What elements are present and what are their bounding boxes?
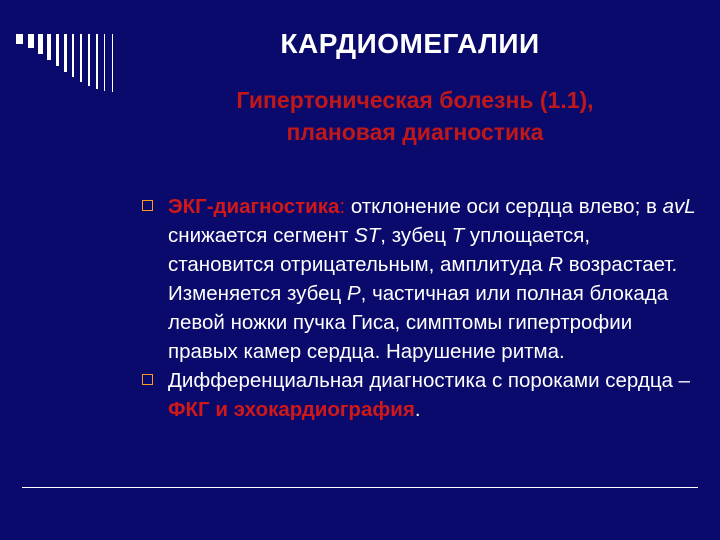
- deco-bar: [16, 34, 23, 44]
- slide-subtitle: [170, 84, 660, 148]
- deco-bar: [104, 34, 105, 91]
- pcg-echo-term: ФКГ и эхокардиография: [168, 398, 415, 421]
- subtitle-line-2: плановая диагностика: [286, 119, 544, 145]
- bullet-differential-diagnostics: [140, 366, 700, 424]
- slide-title: КАРДИОМЕГАЛИИ: [280, 28, 540, 59]
- bullet-text: , частичная или полная блокада левой ножки пучка Гиса, симптомы гипертрофии правых камер сердца. Нарушение ритма.: [168, 282, 669, 363]
- deco-bar: [96, 34, 98, 89]
- bullet-text: , зубец: [380, 224, 452, 247]
- deco-bar: [112, 34, 113, 92]
- wave-r: R: [548, 253, 564, 276]
- bullet-text: отклонение оси сердца влево; в: [345, 195, 663, 218]
- bullet-text: возрастает. Изменяется зубец: [168, 253, 678, 305]
- deco-bar: [47, 34, 51, 60]
- bullet-text: уплощается, становится отрицательным, амплитуда: [168, 224, 591, 276]
- square-bullet-icon: [142, 200, 153, 211]
- deco-bar: [38, 34, 43, 54]
- segment-st: ST: [354, 224, 381, 247]
- footer-divider: [22, 487, 698, 488]
- deco-bar: [80, 34, 82, 82]
- wave-p: P: [346, 282, 361, 305]
- square-bullet-icon: [142, 374, 153, 385]
- bullet-ecg-diagnostics: [140, 192, 700, 366]
- ecg-diagnostics-term: ЭКГ-диагностика: [168, 195, 340, 218]
- subtitle-line-1: Гипертоническая болезнь (1.1),: [236, 87, 594, 113]
- slide-body: [140, 192, 700, 424]
- deco-bar: [88, 34, 90, 86]
- wave-t: T: [451, 224, 465, 247]
- deco-bar: [28, 34, 34, 48]
- bullet-text: снижается сегмент: [168, 224, 355, 247]
- decorative-bars: [16, 34, 126, 92]
- ecg-colon: :: [339, 195, 346, 218]
- deco-bar: [64, 34, 67, 72]
- bullet-text: .: [414, 398, 421, 421]
- deco-bar: [72, 34, 74, 77]
- bullet-text: Дифференциальная диагностика с пороками сердца –: [168, 369, 691, 392]
- deco-bar: [56, 34, 59, 66]
- lead-avl: avL: [662, 195, 696, 218]
